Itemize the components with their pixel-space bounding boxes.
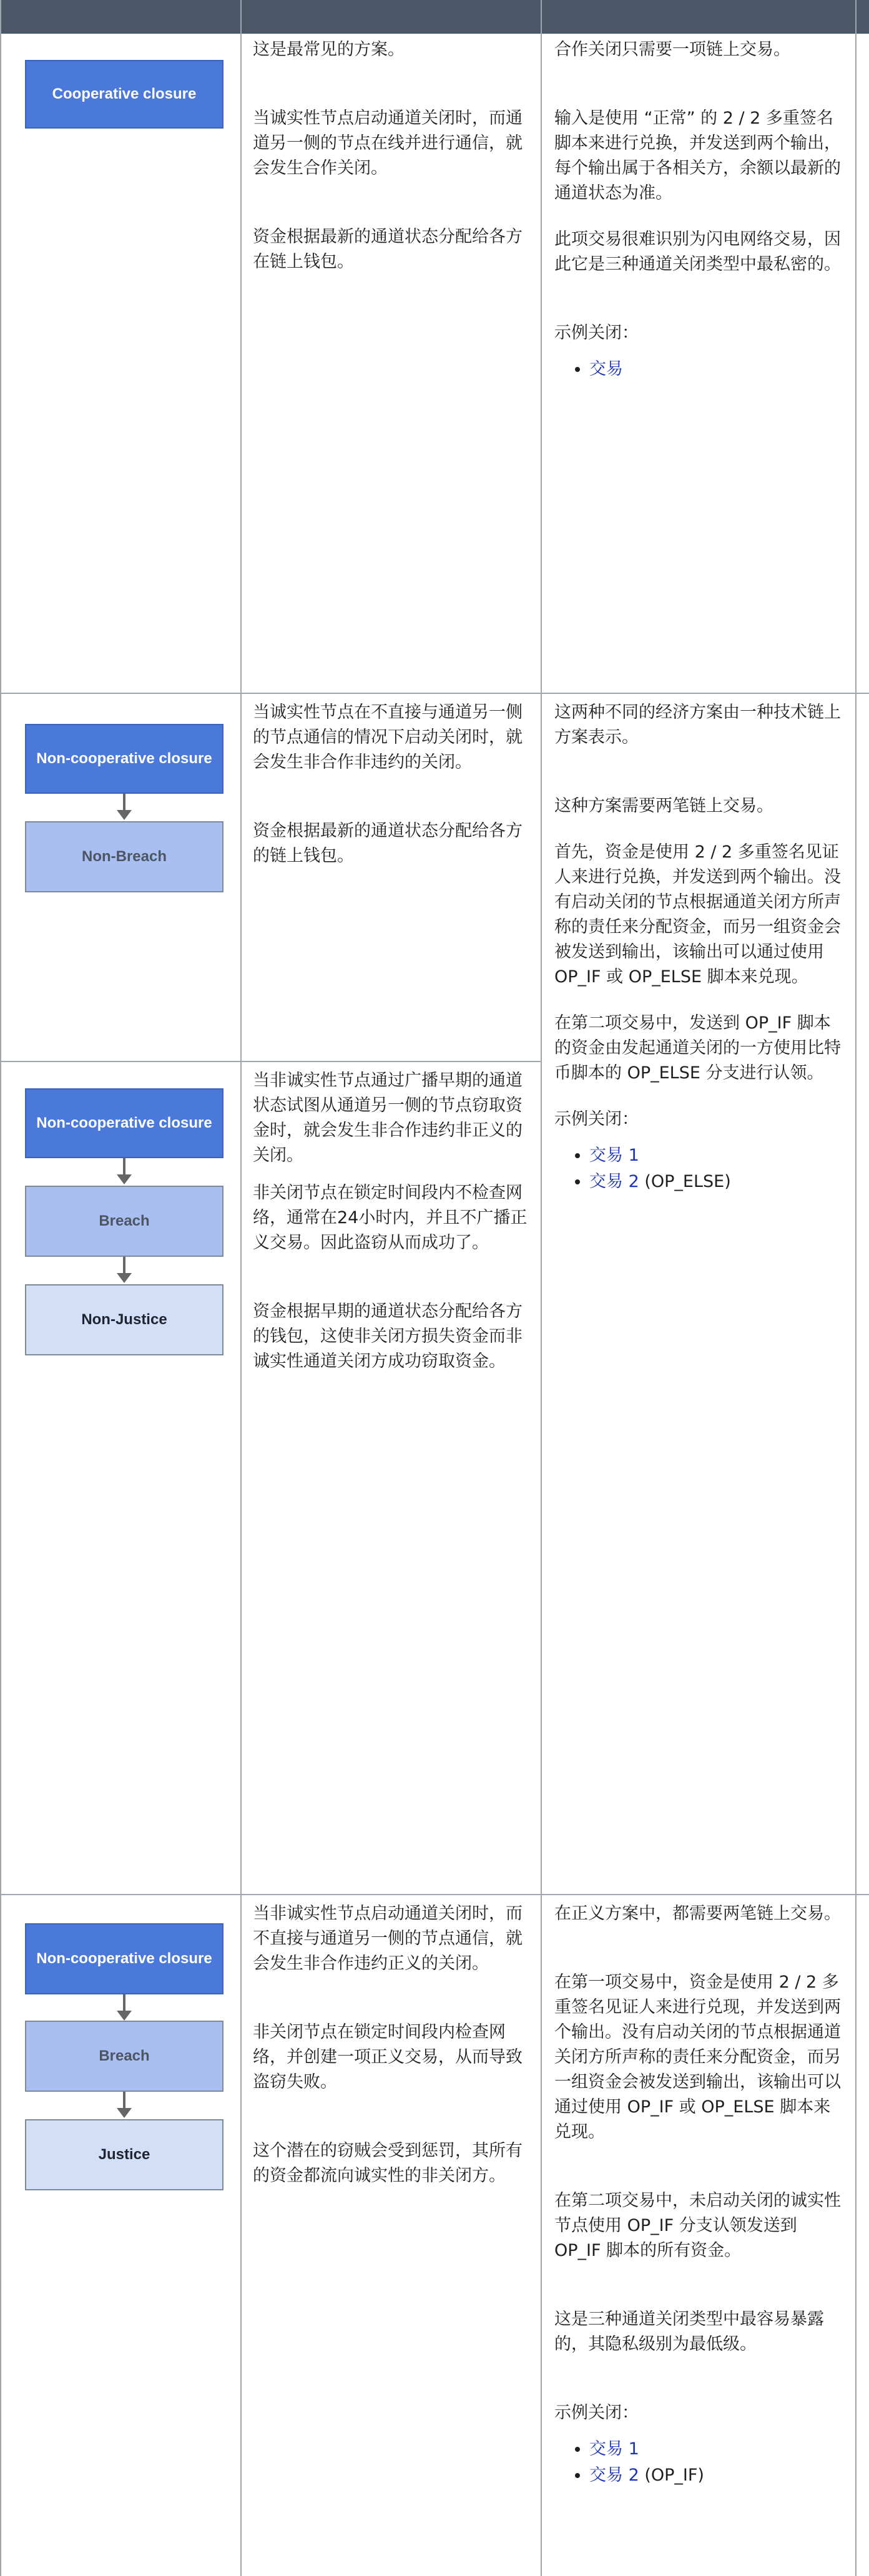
shared-details-cell — [554, 700, 843, 1196]
list-item — [589, 2463, 843, 2488]
arrow-down-icon — [123, 1257, 125, 1274]
example-links-list — [554, 357, 843, 382]
details-paragraph: 在第一项交易中，资金是使用 2 / 2 多重签名见证人来进行兑现，并发送到两个输出。没有启动关闭的节点根据通道关闭方所声称的责任来分配资金，而另一组资金会被发送到输出，该输出可以通过使用 OP_IF 或 OP_ELSE 脚本来兑现。 — [554, 1973, 841, 2142]
transaction-link[interactable]: 交易 2 — [589, 1172, 639, 1191]
diagram-box-justice: Justice — [25, 2119, 223, 2190]
diagram-box-non-justice: Non-Justice — [25, 1284, 223, 1355]
details-paragraph: 这两种不同的经济方案由一种技术链上方案表示。 — [554, 703, 841, 747]
example-links-list — [554, 2437, 843, 2488]
diagram-box-breach: Breach — [25, 2021, 223, 2092]
example-label: 示例关闭： — [554, 1110, 639, 1129]
table-header-bar — [0, 0, 869, 34]
transaction-link[interactable]: 交易 1 — [589, 2439, 639, 2459]
details-paragraph: 首先，资金是使用 2 / 2 多重签名见证人来进行兑换，并发送到两个输出。没有启动关闭的节点根据通道关闭方所声称的责任来分配资金，而另一组资金会被发送到输出，该输出可以通过使用 OP_IF 或 OP_ELSE 脚本来兑现。 — [554, 842, 841, 987]
description-paragraph: 当非诚实性节点启动通道关闭时，而不直接与通道另一侧的节点通信，就会发生非合作违约正义的关闭。 — [253, 1904, 523, 1973]
diagram-box-cooperative-closure: Cooperative closure — [25, 60, 223, 129]
transaction-link[interactable]: 交易 — [589, 359, 623, 379]
arrow-down-icon — [123, 1994, 125, 2012]
example-label: 示例关闭： — [554, 323, 639, 343]
list-item — [589, 1169, 843, 1194]
diagram-box-non-cooperative-closure: Non-cooperative closure — [25, 724, 223, 794]
details-cell — [554, 1901, 843, 2489]
details-cell — [554, 37, 843, 383]
description-paragraph: 资金根据最新的通道状态分配给各方在链上钱包。 — [253, 227, 523, 271]
table-border-right — [855, 0, 857, 2576]
arrow-down-icon — [123, 794, 125, 811]
diagram-box-non-cooperative-closure: Non-cooperative closure — [25, 1923, 223, 1994]
description-paragraph: 当诚实性节点在不直接与通道另一侧的节点通信的情况下启动关闭时，就会发生非合作非违约的关闭。 — [253, 703, 523, 772]
list-item — [589, 2437, 843, 2462]
column-divider-2 — [541, 0, 542, 2576]
description-paragraph: 资金根据最新的通道状态分配给各方的链上钱包。 — [253, 821, 523, 866]
link-suffix: (OP_IF) — [639, 2466, 704, 2485]
list-item — [589, 1143, 843, 1168]
row-divider-1 — [0, 693, 869, 694]
description-cell — [253, 1068, 531, 1395]
example-links-list — [554, 1143, 843, 1194]
details-paragraph: 在第二项交易中，发送到 OP_IF 脚本的资金由发起通道关闭的一方使用比特币脚本的 OP_ELSE 分支进行认领。 — [554, 1013, 841, 1083]
details-paragraph: 合作关闭只需要一项链上交易。 — [554, 40, 790, 59]
column-divider-1 — [240, 0, 242, 2576]
diagram-box-non-cooperative-closure: Non-cooperative closure — [25, 1088, 223, 1158]
description-paragraph: 当诚实性节点启动通道关闭时，而通道另一侧的节点在线并进行通信，就会发生合作关闭。 — [253, 109, 523, 178]
link-suffix: (OP_ELSE) — [639, 1172, 731, 1191]
diagram-box-non-breach: Non-Breach — [25, 821, 223, 892]
details-paragraph: 此项交易很难识别为闪电网络交易，因此它是三种通道关闭类型中最私密的。 — [554, 230, 841, 274]
table-border-left — [0, 0, 1, 2576]
details-paragraph: 在正义方案中，都需要两笔链上交易。 — [554, 1904, 841, 1923]
details-paragraph: 输入是使用 “正常” 的 2 / 2 多重签名脚本来进行兑换，并发送到两个输出，每个输出属于各相关方，余额以最新的通道状态为准。 — [554, 109, 841, 203]
description-paragraph: 资金根据早期的通道状态分配给各方的钱包，这使非关闭方损失资金而非诚实性通道关闭方成功窃取资金。 — [253, 1302, 523, 1371]
description-paragraph: 这个潜在的窃贼会受到惩罚，其所有的资金都流向诚实性的非关闭方。 — [253, 2141, 523, 2185]
details-paragraph: 这种方案需要两笔链上交易。 — [554, 796, 773, 816]
details-paragraph: 这是三种通道关闭类型中最容易暴露的，其隐私级别为最低级。 — [554, 2310, 824, 2354]
description-paragraph: 当非诚实性节点通过广播早期的通道状态试图从通道另一侧的节点窃取资金时，就会发生非合作违约非正义的关闭。 — [253, 1071, 523, 1165]
description-paragraph: 非关闭节点在锁定时间段内检查网络，并创建一项正义交易，从而导致盗窃失败。 — [253, 2022, 523, 2092]
description-cell — [253, 1901, 531, 2210]
transaction-link[interactable]: 交易 2 — [589, 2466, 639, 2485]
description-cell — [253, 37, 531, 296]
row-divider-2 — [0, 1061, 541, 1062]
diagram-box-breach: Breach — [25, 1186, 223, 1257]
details-paragraph: 在第二项交易中，未启动关闭的诚实性节点使用 OP_IF 分支认领发送到 OP_IF 脚本的所有资金。 — [554, 2191, 841, 2260]
description-paragraph: 非关闭节点在锁定时间段内不检查网络，通常在24小时内，并且不广播正义交易。因此盗窃从而成功了。 — [253, 1183, 528, 1252]
arrow-down-icon — [123, 1158, 125, 1176]
description-paragraph: 这是最常见的方案。 — [253, 40, 405, 59]
list-item — [589, 357, 843, 382]
arrow-down-icon — [123, 2092, 125, 2109]
transaction-link[interactable]: 交易 1 — [589, 1146, 639, 1165]
row-divider-3 — [0, 1894, 869, 1895]
description-cell — [253, 700, 531, 890]
example-label: 示例关闭： — [554, 2403, 639, 2422]
